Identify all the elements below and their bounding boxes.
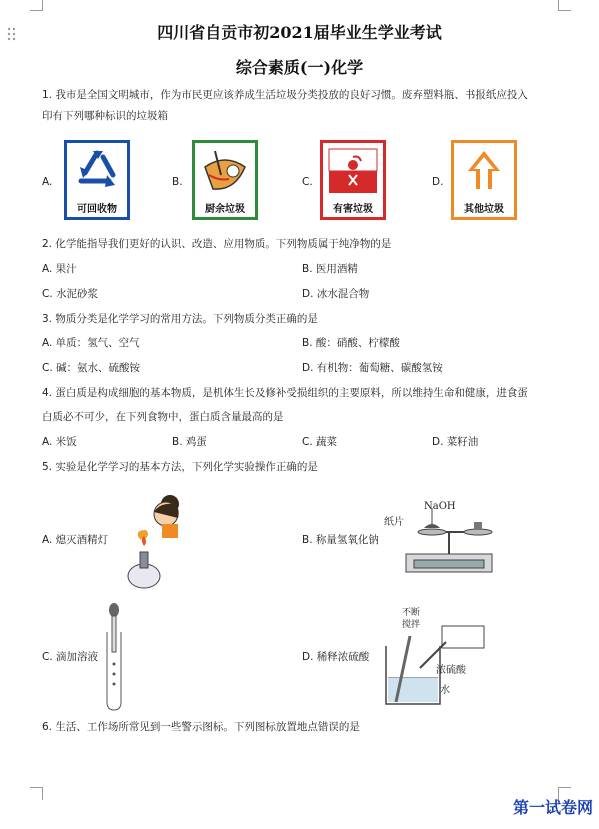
q3-stem: 3. 物质分类是化学学习的常用方法。下列物质分类正确的是 — [42, 313, 318, 325]
q1-stem-line2: 印有下列哪种标识的垃圾箱 — [42, 110, 168, 122]
corner-mark-top-left — [30, 0, 43, 11]
q1-stem-line1: 1. 我市是全国文明城市，作为市民更应该养成生活垃圾分类投放的良好习惯。废弃塑料瓶、书报纸应投入 — [42, 89, 528, 101]
q2-option-d[interactable]: D. 冰水混合物 — [302, 288, 370, 300]
hazardous-bin-icon — [320, 140, 386, 220]
q6-stem: 6. 生活、工作场所常见到一些警示图标。下列图标放置地点错误的是 — [42, 721, 360, 733]
water-label: 水 — [440, 685, 450, 696]
q1-option-d-letter[interactable]: D. — [432, 176, 444, 188]
q4-option-b[interactable]: B. 鸡蛋 — [172, 436, 207, 448]
other-waste-bin-icon — [451, 140, 517, 220]
q4-option-d[interactable]: D. 菜籽油 — [432, 436, 479, 448]
q5-option-d[interactable]: D. 稀释浓硫酸 — [302, 651, 370, 663]
kitchen-waste-bin-icon — [192, 140, 258, 220]
q2-option-c[interactable]: C. 水泥砂浆 — [42, 288, 99, 300]
dropper-test-tube-illustration — [100, 602, 130, 714]
corner-mark-top-right — [558, 0, 571, 11]
q4-stem-line1: 4. 蛋白质是构成细胞的基本物质，是机体生长及修补受损组织的主要原料，所以维持生命和健康，进食蛋 — [42, 387, 528, 399]
corner-mark-bottom-left — [30, 787, 43, 800]
naoh-label: NaOH — [424, 501, 456, 512]
hazardous-bin-label: 有害垃圾 — [333, 204, 373, 215]
stir-label-1: 不断 — [402, 608, 421, 618]
q2-option-b[interactable]: B. 医用酒精 — [302, 263, 358, 275]
q3-option-a[interactable]: A. 单质：氢气、空气 — [42, 337, 140, 349]
q4-option-c[interactable]: C. 蔬菜 — [302, 436, 338, 448]
q1-option-b-letter[interactable]: B. — [172, 176, 183, 188]
watermark-logo: 第一试卷网 — [512, 798, 593, 817]
balance-scale-illustration — [384, 500, 514, 580]
recycle-bin-label: 可回收物 — [77, 204, 117, 215]
page-title: 四川省自贡市初2021届毕业生学业考试 — [157, 23, 442, 42]
kitchen-waste-bin-label: 厨余垃圾 — [205, 204, 245, 215]
q4-option-a[interactable]: A. 米饭 — [42, 436, 77, 448]
q5-option-a[interactable]: A. 熄灭酒精灯 — [42, 534, 109, 546]
page-subtitle: 综合素质(一)化学 — [235, 58, 364, 77]
q5-option-c[interactable]: C. 滴加溶液 — [42, 651, 99, 663]
q3-option-c[interactable]: C. 碱：氨水、硫酸铵 — [42, 362, 141, 374]
blowing-out-lamp-illustration — [118, 484, 190, 596]
q5-stem: 5. 实验是化学学习的基本方法，下列化学实验操作正确的是 — [42, 461, 318, 473]
paper-label: 纸片 — [384, 517, 404, 528]
q4-stem-line2: 白质必不可少，在下列食物中，蛋白质含量最高的是 — [42, 411, 284, 423]
q3-option-b[interactable]: B. 酸：硝酸、柠檬酸 — [302, 337, 400, 349]
dilution-beaker-illustration — [380, 606, 500, 710]
q1-option-a-letter[interactable]: A. — [42, 176, 53, 188]
q5-option-b[interactable]: B. 称量氢氧化钠 — [302, 534, 379, 546]
q2-option-a[interactable]: A. 果汁 — [42, 263, 77, 275]
q3-option-d[interactable]: D. 有机物：葡萄糖、碳酸氢铵 — [302, 362, 443, 374]
stir-label-2: 搅拌 — [402, 620, 421, 630]
recycle-bin-icon — [64, 140, 130, 220]
concentrated-acid-label: 浓硫酸 — [436, 665, 466, 676]
other-waste-bin-label: 其他垃圾 — [464, 204, 504, 215]
q1-option-c-letter[interactable]: C. — [302, 176, 313, 188]
q2-stem: 2. 化学能指导我们更好的认识、改造、应用物质。下列物质属于纯净物的是 — [42, 238, 392, 250]
